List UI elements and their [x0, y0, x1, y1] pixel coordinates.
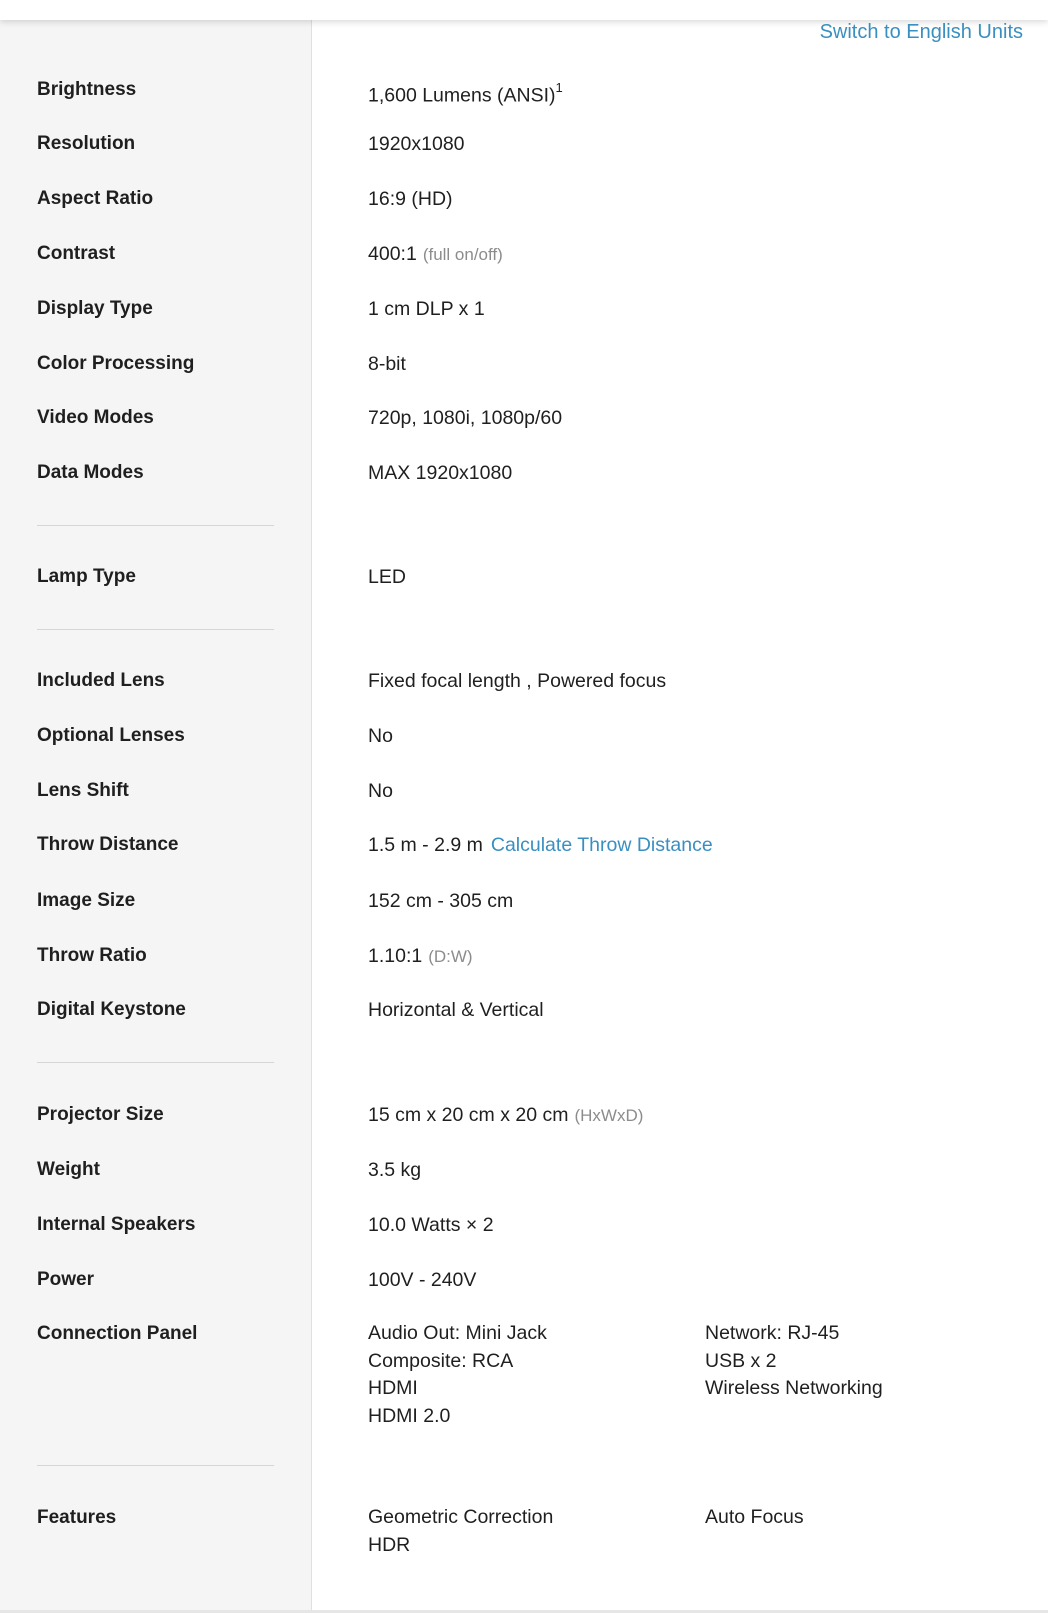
section-divider: [37, 1465, 274, 1466]
spec-value: 10.0 Watts × 2: [368, 1214, 494, 1236]
spec-row-lens-shift: [0, 776, 1048, 806]
spec-label: Brightness: [37, 79, 137, 100]
spec-label: Aspect Ratio: [37, 188, 154, 209]
spec-note: (D:W): [428, 947, 473, 966]
feature-item: HDR: [368, 1533, 411, 1556]
spec-label: Projector Size: [37, 1104, 164, 1125]
spec-value: 8-bit: [368, 353, 406, 375]
feature-list-left: [368, 1504, 553, 1559]
spec-value: MAX 1920x1080: [368, 462, 513, 484]
spec-value: 1.5 m - 2.9 m Calculate Throw Distance: [368, 834, 713, 856]
spec-label: Lamp Type: [37, 566, 136, 587]
spec-label: Display Type: [37, 298, 153, 319]
footnote-marker[interactable]: 1: [555, 80, 563, 95]
spec-row-lamp-type: [0, 562, 1048, 592]
spec-row-projector-size: [0, 1100, 1048, 1130]
top-bar: [0, 0, 1048, 20]
feature-item: Geometric Correction: [368, 1506, 554, 1528]
spec-value: 3.5 kg: [368, 1159, 422, 1181]
spec-label: Features: [37, 1507, 117, 1528]
connection-list-left: [368, 1320, 547, 1430]
spec-label: Image Size: [37, 890, 136, 911]
connection-item: Composite: RCA: [368, 1349, 514, 1372]
spec-label: Resolution: [37, 133, 136, 154]
spec-value: Fixed focal length , Powered focus: [368, 670, 667, 692]
spec-row-data-modes: [0, 458, 1048, 488]
spec-label: Internal Speakers: [37, 1214, 196, 1235]
feature-item: Auto Focus: [705, 1506, 804, 1528]
spec-row-weight: [0, 1155, 1048, 1185]
spec-label: Throw Distance: [37, 834, 179, 855]
section-divider: [37, 629, 274, 630]
spec-value: 1920x1080: [368, 133, 465, 155]
spec-value: 152 cm - 305 cm: [368, 890, 514, 912]
spec-label: Included Lens: [37, 670, 165, 691]
spec-value: LED: [368, 566, 406, 588]
spec-label: Optional Lenses: [37, 725, 185, 746]
spec-label: Contrast: [37, 243, 116, 264]
connection-item: Wireless Networking: [705, 1377, 883, 1399]
spec-row-throw-ratio: [0, 941, 1048, 971]
connection-item: Network: RJ-45: [705, 1322, 840, 1344]
spec-label: Data Modes: [37, 462, 144, 483]
spec-value: 1.10:1 (D:W): [368, 945, 473, 967]
spec-row-included-lens: [0, 666, 1048, 696]
spec-label: Weight: [37, 1159, 100, 1180]
spec-label: Video Modes: [37, 407, 154, 428]
spec-row-contrast: [0, 239, 1048, 269]
connection-item: Audio Out: Mini Jack: [368, 1322, 547, 1344]
connection-list-right: [705, 1320, 883, 1403]
connection-item: HDMI 2.0: [368, 1404, 451, 1427]
spec-label: Digital Keystone: [37, 999, 186, 1020]
spec-value: No: [368, 725, 393, 747]
spec-value: No: [368, 780, 393, 802]
connection-item: USB x 2: [705, 1349, 777, 1372]
switch-units-link[interactable]: Switch to English Units: [819, 21, 1023, 43]
spec-row-digital-keystone: [0, 995, 1048, 1025]
feature-list-right: [705, 1504, 804, 1532]
spec-row-brightness: [0, 75, 1048, 105]
spec-row-throw-distance: [0, 830, 1048, 860]
spec-row-power: [0, 1265, 1048, 1295]
spec-value: 15 cm x 20 cm x 20 cm (HxWxD): [368, 1104, 644, 1126]
spec-value: 720p, 1080i, 1080p/60: [368, 407, 563, 429]
spec-label: Lens Shift: [37, 780, 129, 801]
spec-value: 1 cm DLP x 1: [368, 298, 485, 320]
spec-row-resolution: [0, 129, 1048, 159]
calculate-throw-distance-link[interactable]: Calculate Throw Distance: [490, 834, 713, 856]
spec-value: 16:9 (HD): [368, 188, 453, 210]
spec-label: Color Processing: [37, 353, 195, 374]
spec-row-display-type: [0, 294, 1048, 324]
connection-item: HDMI: [368, 1377, 418, 1399]
spec-row-features: [0, 1504, 1048, 1564]
spec-row-internal-speakers: [0, 1210, 1048, 1240]
spec-row-connection-panel: [0, 1320, 1048, 1435]
spec-note: (HxWxD): [574, 1106, 644, 1125]
spec-row-optional-lenses: [0, 721, 1048, 751]
spec-label: Connection Panel: [37, 1323, 198, 1344]
spec-value: 100V - 240V: [368, 1269, 477, 1291]
spec-label: Throw Ratio: [37, 945, 147, 966]
section-divider: [37, 1062, 274, 1063]
spec-value: Horizontal & Vertical: [368, 999, 544, 1021]
spec-row-video-modes: [0, 403, 1048, 433]
spec-note: (full on/off): [422, 245, 503, 264]
spec-row-color-processing: [0, 349, 1048, 379]
section-divider: [37, 525, 274, 526]
spec-row-aspect-ratio: [0, 184, 1048, 214]
spec-value: 400:1 (full on/off): [368, 243, 503, 265]
spec-row-image-size: [0, 886, 1048, 916]
spec-value: 1,600 Lumens (ANSI)$^1$: [368, 80, 563, 107]
spec-label: Power: [37, 1269, 95, 1290]
